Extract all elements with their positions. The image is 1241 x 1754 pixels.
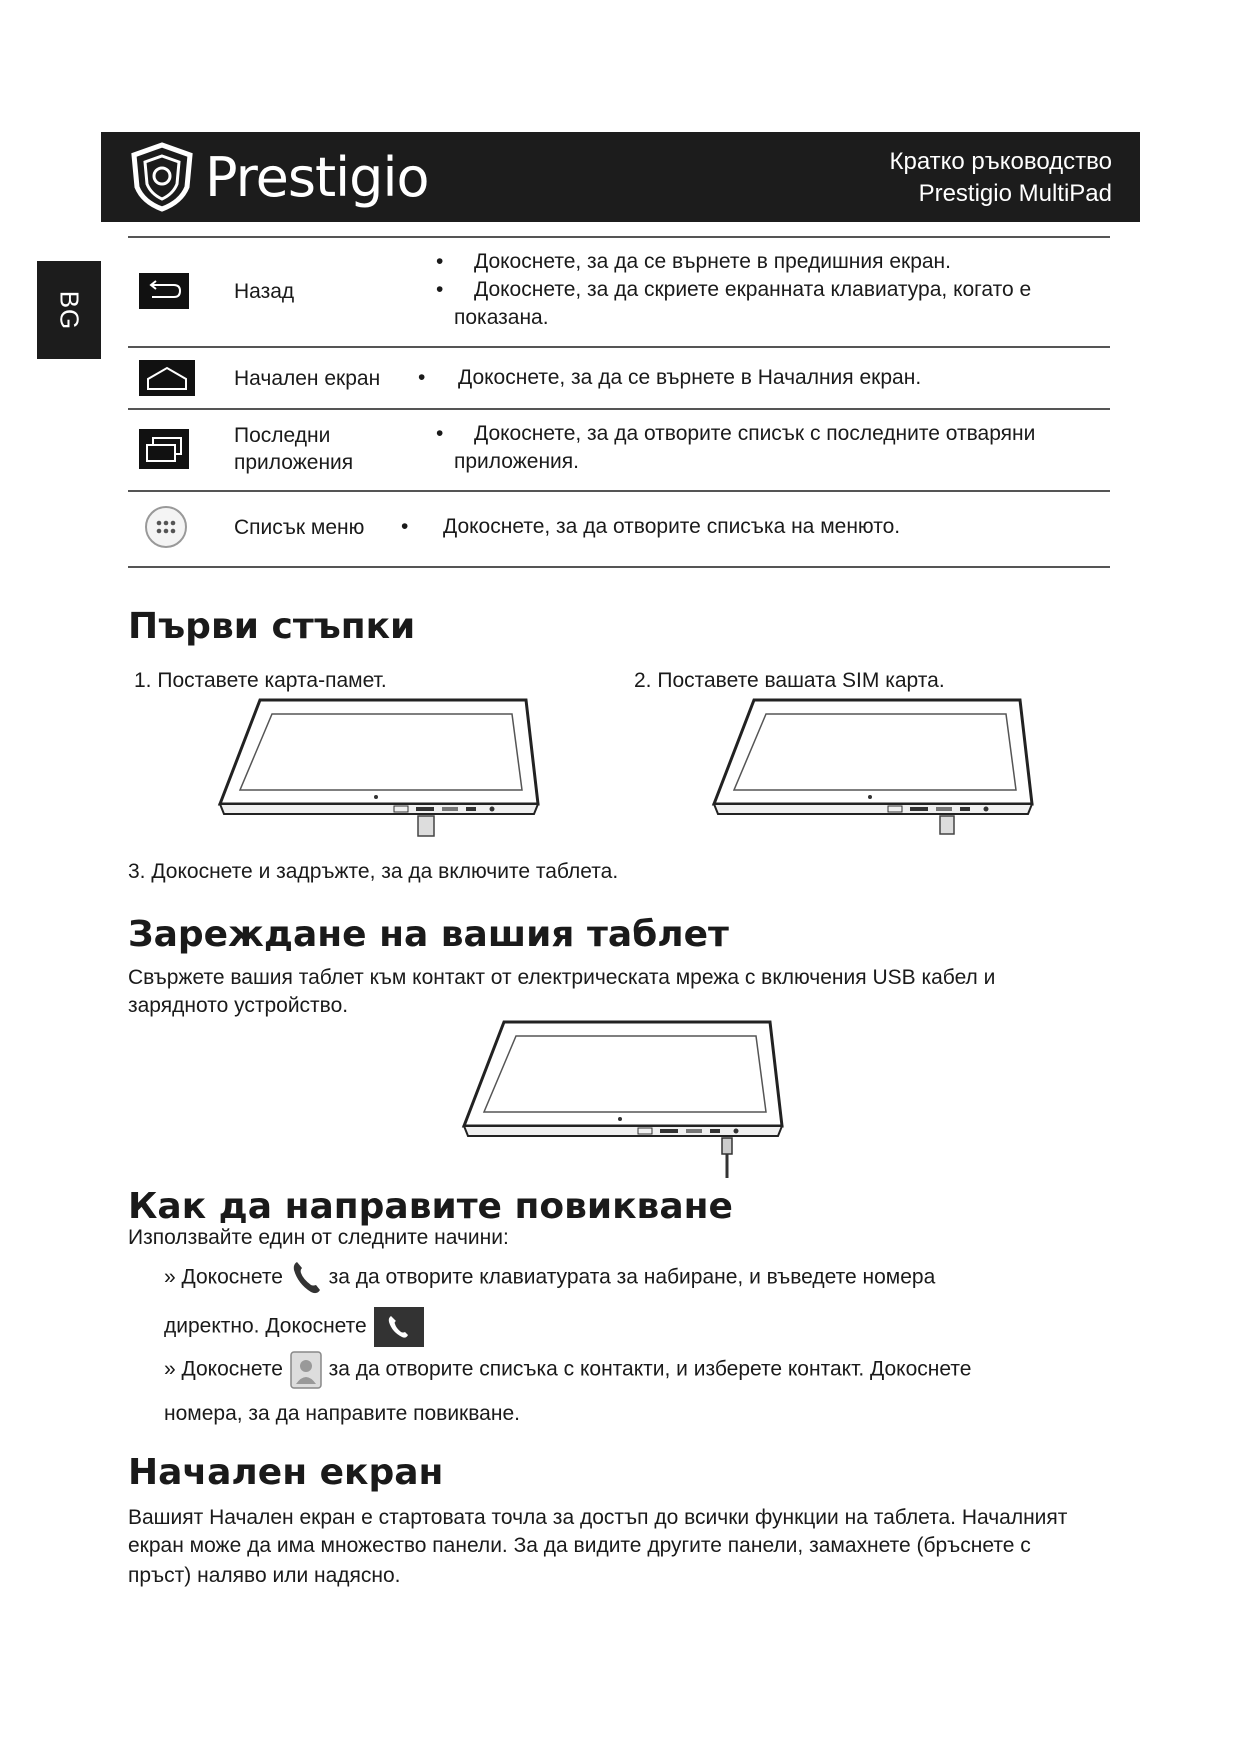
header-title-line1: Кратко ръководство <box>889 148 1112 175</box>
calling-m1-prefix: » Докоснете <box>164 1265 283 1289</box>
calling-m1-cont: директно. Докоснете <box>164 1314 367 1338</box>
calling-method-2-cont: номера, за да направите повикване. <box>164 1402 520 1425</box>
key-name-recent <box>234 422 353 476</box>
keys-table <box>128 236 1110 568</box>
key-name-recent-line2: приложения <box>234 451 354 474</box>
menu-grid-icon <box>144 505 188 549</box>
key-row-recent <box>128 408 1110 490</box>
calling-heading: Как да направите повикване <box>128 1186 733 1227</box>
key-name-menu: Списък меню <box>234 516 365 539</box>
header-title-line2: Prestigio MultiPad <box>918 180 1112 207</box>
calling-intro: Използвайте един от следните начини: <box>128 1226 509 1249</box>
charging-heading: Зареждане на вашия таблет <box>128 914 729 955</box>
key-desc-back <box>430 248 1031 332</box>
first-steps-heading: Първи стъпки <box>128 606 416 647</box>
key-row-back <box>128 236 1110 346</box>
calling-m2-desc: за да отворите списъка с контакти, и изберете контакт. Докоснете <box>328 1357 972 1381</box>
prestigio-logo <box>129 142 428 212</box>
charging-text-line1: Свържете вашия таблет към контакт от електрическата мрежа с включения USB кабел и <box>128 966 996 989</box>
dial-button-icon <box>373 1306 425 1348</box>
tablet-memory-card-illustration <box>216 696 542 840</box>
key-bullet: • Докоснете, за да се върнете в предишния екран. <box>436 248 1031 276</box>
tablet-charging-illustration <box>460 1018 786 1184</box>
key-desc-recent <box>430 420 1035 476</box>
key-desc-menu <box>401 513 900 541</box>
step-2-text: 2. Поставете вашата SIM карта. <box>634 669 945 692</box>
charging-text-line2: зарядното устройство. <box>128 994 349 1017</box>
key-bullet: • Докоснете, за да скриете екранната клавиатура, когато е <box>436 276 1031 304</box>
key-row-home <box>128 346 1110 408</box>
calling-method-1-cont <box>164 1306 425 1348</box>
key-desc-home <box>418 364 921 392</box>
key-row-menu <box>128 490 1110 568</box>
calling-method-2 <box>164 1350 971 1390</box>
key-name-recent-line1: Последни <box>234 424 331 447</box>
recent-apps-icon <box>138 428 190 470</box>
home-screen-text-line3: пръст) наляво или надясно. <box>128 1564 401 1587</box>
contacts-icon <box>289 1350 323 1390</box>
calling-m1-desc: за да отворите клавиатурата за набиране, и въведете номера <box>328 1265 936 1289</box>
step-3-text: 3. Докоснете и задръжте, за да включите таблета. <box>128 860 619 883</box>
back-icon <box>138 272 190 310</box>
key-name-home: Начален екран <box>234 367 381 390</box>
tablet-sim-card-illustration <box>710 696 1036 840</box>
home-screen-text-line1: Вашият Начален екран е стартовата точла за достъп до всички функции на таблета. Началният <box>128 1506 1068 1529</box>
key-bullet-cont: приложения. <box>454 450 579 473</box>
calling-m2-prefix: » Докоснете <box>164 1357 283 1381</box>
key-bullet: • Докоснете, за да се върнете в Началния екран. <box>418 364 921 392</box>
language-tab <box>37 261 101 359</box>
key-bullet-cont: показана. <box>454 306 549 329</box>
step-1-text: 1. Поставете карта-памет. <box>134 669 387 692</box>
key-bullet: • Докоснете, за да отворите списъка на менюто. <box>401 513 900 541</box>
home-icon <box>138 359 196 397</box>
calling-method-1 <box>164 1258 935 1298</box>
home-screen-text-line2: екран може да има множество панели. За да видите другите панели, замахнете (бръснете с <box>128 1534 1031 1557</box>
phone-icon <box>289 1258 323 1298</box>
header-title <box>889 146 1112 210</box>
brand-name: Prestigio <box>205 145 429 209</box>
crest-icon <box>129 142 195 212</box>
key-name-back: Назад <box>234 280 295 303</box>
key-bullet: • Докоснете, за да отворите списък с последните отваряни <box>436 420 1035 448</box>
language-tab-label: BG <box>54 290 85 330</box>
page-header <box>101 132 1140 222</box>
home-screen-heading: Начален екран <box>128 1452 444 1493</box>
